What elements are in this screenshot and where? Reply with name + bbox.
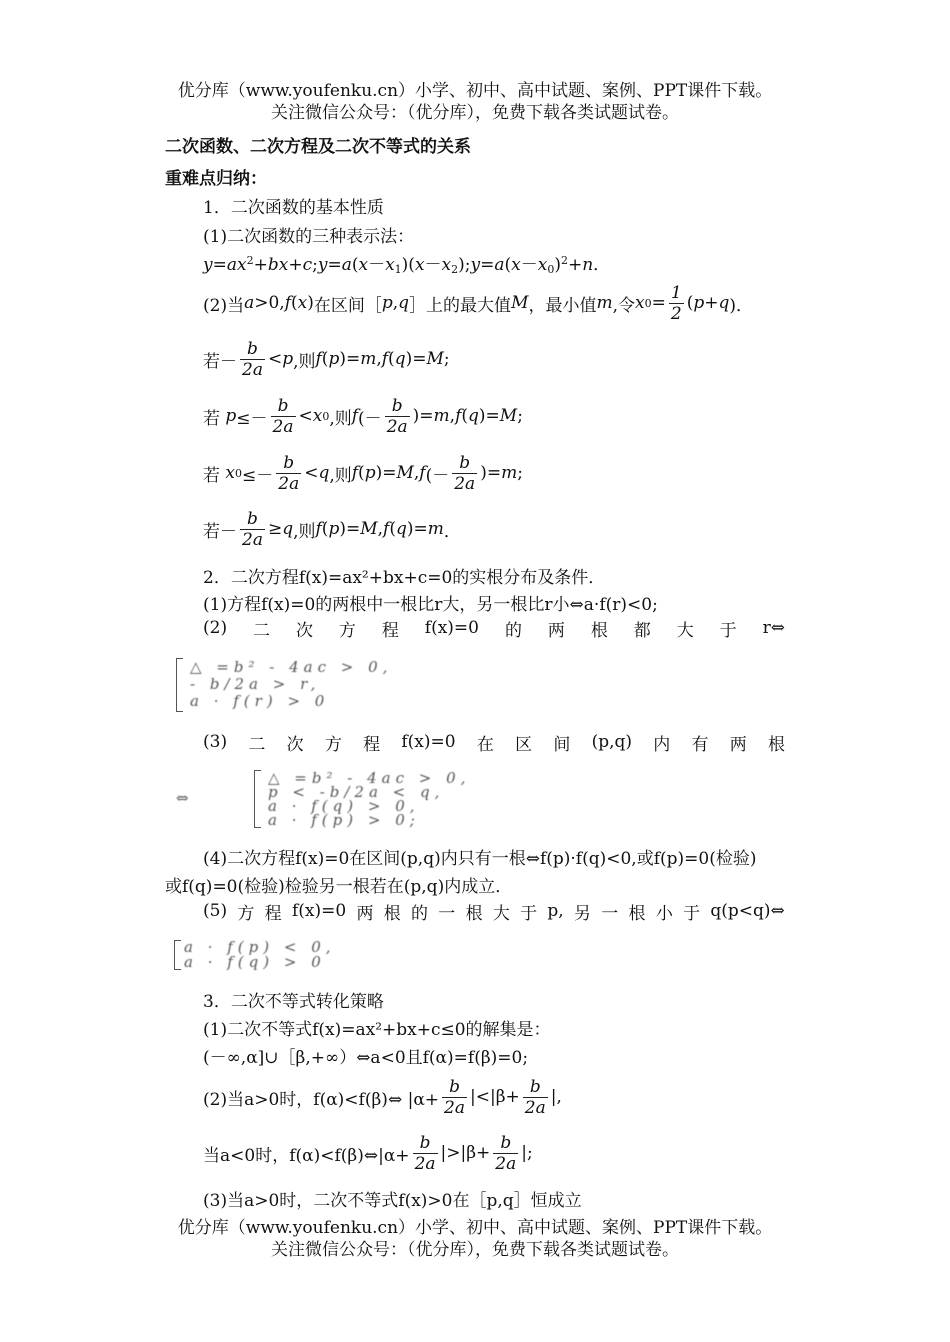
s2-heading: 2．二次方程f(x)=ax²+bx+c=0的实根分布及条件． xyxy=(203,568,606,588)
s1-case-1: 若 － $\frac{b}{2a}$ < p ,则 f ( p )= m , f ( q )= M ; xyxy=(203,338,450,380)
s2-line-1: (1)方程f(x)=0的两根中一根比r大，另一根比r小⇔a·f(r)<0; xyxy=(203,595,658,615)
system-brace-3 xyxy=(174,940,181,970)
system-2-line-4: a · f(p) > 0; xyxy=(268,811,420,829)
system-1-line-1: △ =b² - 4ac > 0, xyxy=(190,658,393,676)
system-1-line-2: - b/2a > r, xyxy=(190,675,321,693)
section-heading: 重难点归纳： xyxy=(165,169,267,189)
system-1-line-3: a · f(r) > 0 xyxy=(190,692,330,710)
s1-heading: 1．二次函数的基本性质 xyxy=(203,198,384,218)
s2-line-4b: 或f(q)=0(检验)检验另一根若在(p,q)内成立． xyxy=(165,877,513,897)
s2-line-2: (2) 二 次 方 程 f(x)=0 的 两 根 都 大 于 r⇔ xyxy=(203,618,785,641)
footer-line-2: 关注微信公众号：（优分库），免费下载各类试题试卷。 xyxy=(271,1240,679,1260)
system-2-line-3: a · f(q) > 0, xyxy=(268,797,420,815)
s2-line-5: (5) 方 程 f(x)=0 两 根 的 一 根 大 于 p, 另 一 根 小 于 q(p<q)⇔ xyxy=(203,901,785,924)
system-2-line-2: p < -b/2a < q, xyxy=(268,783,445,801)
doc-title: 二次函数、二次方程及二次不等式的关系 xyxy=(165,137,471,157)
s3-heading: 3．二次不等式转化策略 xyxy=(203,992,384,1012)
s1-case-4: 若 － $\frac{b}{2a}$ ≥ q ,则 f ( p )= M , f ( q )= m ． xyxy=(203,508,461,550)
s2-line-4a: (4)二次方程f(x)=0在区间(p,q)内只有一根⇔f(p)·f(q)<0,或f(p)=0(检验) xyxy=(203,849,757,869)
s1-line-1: (1)二次函数的三种表示法： xyxy=(203,227,415,247)
system-3-line-2: a · f(q) > 0 xyxy=(184,953,326,971)
s1-case-3: 若 x 0 ≤－ $\frac{b}{2a}$ < q ,则 f ( p )= M , f (－ $\frac{b}{2a}$ )= m ; xyxy=(203,452,523,494)
s3-line-1: (1)二次不等式f(x)=ax²+bx+c≤0的解集是： xyxy=(203,1020,551,1040)
system-brace-1 xyxy=(176,658,183,712)
system-2-arrow: ⇔ xyxy=(176,789,194,807)
header-line-2: 关注微信公众号：（优分库），免费下载各类试题试卷。 xyxy=(271,103,679,123)
fraction-one-half: $\frac{1}{2}$ xyxy=(670,282,682,324)
s1-line-2: (2)当 a >0, f ( x ) 在区间［ p , q ］上的最大值 M ，最小值 m ,令 x 0 = $\frac{1}{2}$ ( p + q )． xyxy=(203,282,753,324)
s3-line-3: (2)当a>0时，f(α)<f(β)⇔ |α+ $\frac{b}{2a}$ |<|β+ $\frac{b}{2a}$ |, xyxy=(203,1076,562,1118)
s1-forms: $y=ax^2+bx+c;y=a(x-x_1)(x-x_2);y=a(x-x_0)^2+n$． xyxy=(203,254,611,276)
system-2-line-1: △ =b² - 4ac > 0, xyxy=(268,769,471,787)
s3-line-2: (－∞,α]∪［β,+∞）⇔a<0且f(α)=f(β)=0; xyxy=(203,1048,529,1068)
s3-line-4: 当a<0时，f(α)<f(β)⇔|α+ $\frac{b}{2a}$ |>|β+ $\frac{b}{2a}$ |; xyxy=(203,1132,533,1174)
system-3-line-1: a · f(p) < 0, xyxy=(184,938,336,956)
system-brace-2 xyxy=(254,770,261,828)
s2-line-3: (3) 二 次 方 程 f(x)=0 在 区 间 (p,q) 内 有 两 根 xyxy=(203,732,785,755)
footer-line-1: 优分库（www.youfenku.cn）小学、初中、高中试题、案例、PPT课件下载。 xyxy=(177,1218,773,1238)
header-line-1: 优分库（www.youfenku.cn）小学、初中、高中试题、案例、PPT课件下载。 xyxy=(177,81,773,101)
s1-case-2: 若 p ≤－ $\frac{b}{2a}$ < x 0 ,则 f (－ $\frac{b}{2a}$ )= m , f ( q )= M ; xyxy=(203,395,523,437)
s3-line-5: (3)当a>0时，二次不等式f(x)>0在［p,q］恒成立 xyxy=(203,1191,582,1211)
